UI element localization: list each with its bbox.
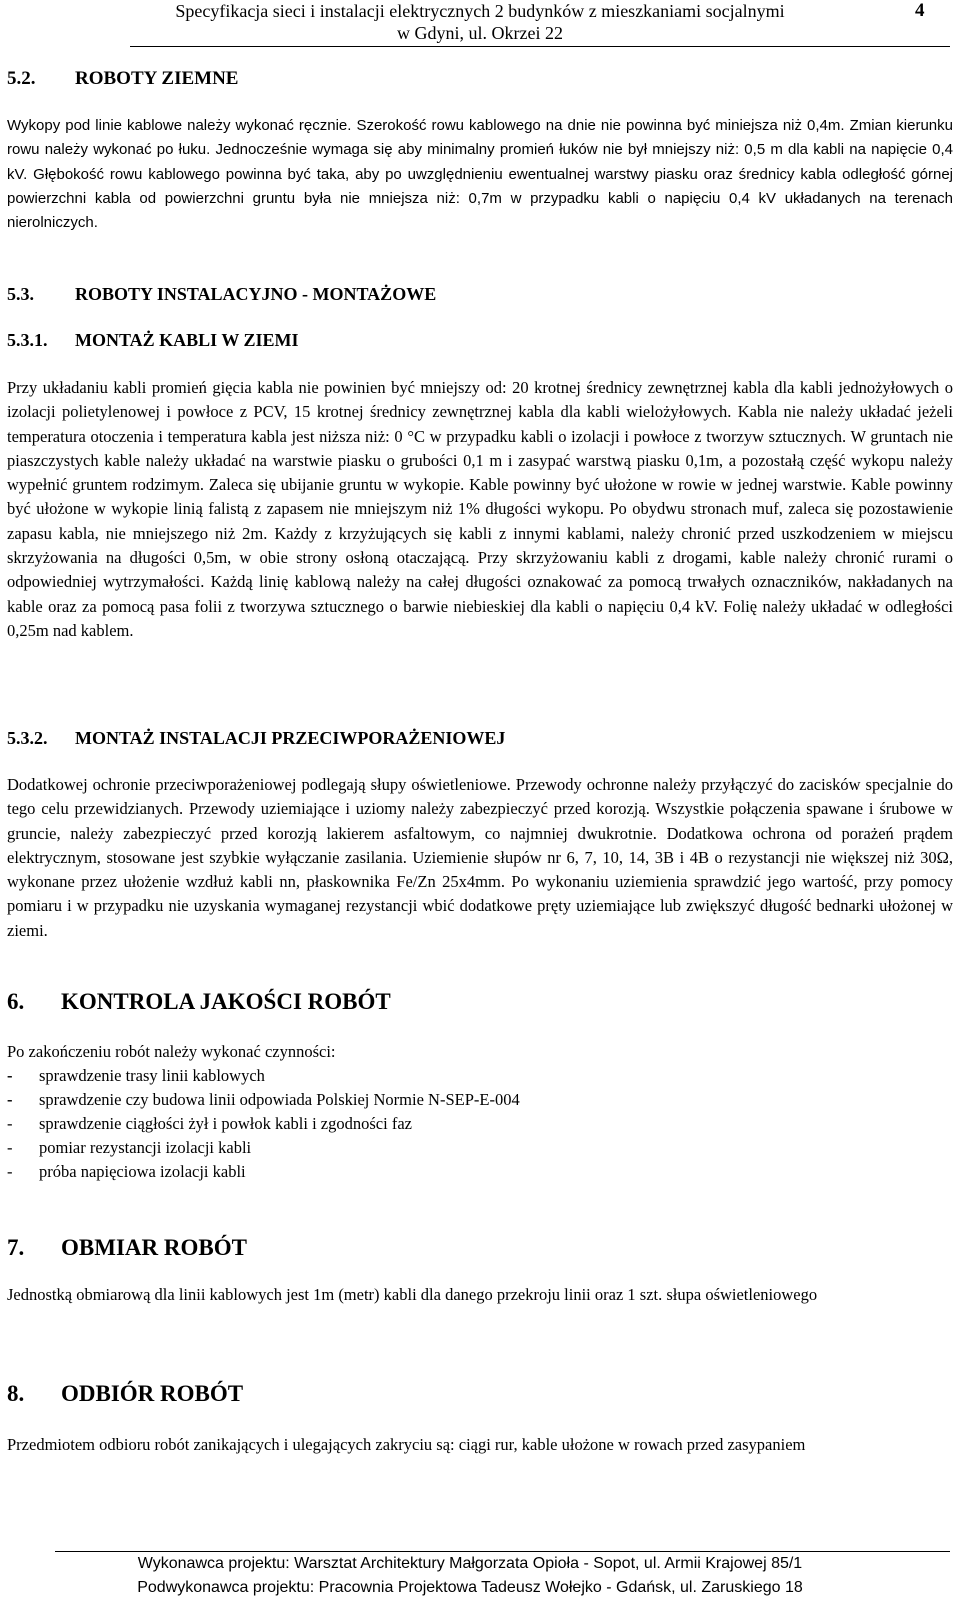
heading-title: MONTAŻ KABLI W ZIEMI	[75, 330, 299, 350]
list-item-text: sprawdzenie ciągłości żył i powłok kabli i zgodności faz	[39, 1114, 412, 1133]
list-item-text: pomiar rezystancji izolacji kabli	[39, 1138, 252, 1157]
heading-title: ROBOTY INSTALACYJNO - MONTAŻOWE	[75, 284, 437, 304]
list-bullet: -	[7, 1114, 13, 1133]
page-header	[130, 0, 830, 44]
header-title-line1: Specyfikacja sieci i instalacji elektrycznych 2 budynków z mieszkaniami socjalnymi	[175, 1, 785, 21]
paragraph: Przy układaniu kabli promień gięcia kabla nie powinien być mniejszy od: 20 krotnej średnicy zewnętrznej kabla dla kabli jednożyłowych o izolacji polietylenowej i powłoce z PCV, 15 krotnej średnicy zewnętrznej kabla dla kabli wielożyłowych. Kabla nie należy układać jeżeli temperatura otoczenia i temperatura kabla jest niższa niż: 0 °C w przypadku kabli o izolacji i powłoce z tworzyw sztucznych. W gruntach nie piaszczystych kable należy układać na warstwie piasku o grubości 0,1 m i zasypać warstwą piasku 0,1m, a pozostałą część wykopu należy wypełnić gruntem rodzimym. Zaleca się ubijanie gruntu w wykopie. Kable powinny być ułożone w rowie w jednej warstwie. Kable powinny być ułożone w wykopie linią falistą z zapasem nie mniejszym niż 1% długości wykopu. Po obydwu stronach muf, zaleca się pozostawienie zapasu kabla, nie mniejszego niż 2m. Każdy z krzyżujących się kabli z innymi kablami, należy chronić przed uszkodzeniem w miejscu skrzyżowania na długości 0,5m, w obie strony osłoną otaczającą. Przy skrzyżowaniu kabli z drogami, kable należy chronić rurami o odpowiedniej wytrzymałości. Każdą linię kablową należy na całej długości oznakować za pomocą trwałych oznaczników, nakładanych na kable oraz za pomocą pasa folii z tworzywa sztucznego o barwie niebieskiej dla kabli o napięciu 0,4 kV. Folię należy układać w odległości 0,25m nad kablem.	[7, 378, 953, 640]
heading-title: MONTAŻ INSTALACJI PRZECIWPORAŻENIOWEJ	[75, 728, 506, 748]
section-5-3-1-body	[7, 376, 953, 643]
list-bullet: -	[7, 1066, 13, 1085]
list-item-text: sprawdzenie trasy linii kablowych	[39, 1066, 265, 1085]
heading-6	[7, 988, 953, 1016]
heading-title: ROBOTY ZIEMNE	[75, 68, 239, 89]
heading-5-3	[7, 282, 953, 306]
list-bullet: -	[7, 1162, 13, 1181]
heading-number: 8.	[7, 1381, 25, 1406]
heading-5-3-2	[7, 726, 953, 750]
heading-8	[7, 1380, 953, 1408]
page-number: 4	[915, 0, 925, 21]
paragraph: Przedmiotem odbioru robót zanikających i ulegających zakryciu są: ciągi rur, kable ułożone w rowach przed zasypaniem	[7, 1435, 806, 1454]
list-item	[7, 1088, 953, 1112]
section-7-body	[7, 1283, 953, 1307]
heading-number: 5.3.2.	[7, 728, 48, 748]
header-title-line2: w Gdyni, ul. Okrzei 22	[397, 23, 563, 43]
heading-5-2	[7, 67, 953, 91]
list-item-text: próba napięciowa izolacji kabli	[39, 1162, 246, 1181]
list-item	[7, 1160, 953, 1184]
paragraph: Dodatkowej ochronie przeciwporażeniowej podlegają słupy oświetleniowe. Przewody ochronne należy przyłączyć do zacisków specjalnie do tego celu przewidzianych. Przewody uziemiające i uziomy należy zabezpieczyć przed korozją. Wszystkie połączenia spawane i śrubowe w gruncie, należy zabezpieczyć przed korozją lakierem asfaltowym, co najmniej dwukrotnie. Dodatkowa ochrona od porażeń prądem elektrycznym, stosowane jest szybkie wyłączanie zasilania. Uziemienie słupów nr 6, 7, 10, 14, 3B i 4B o rezystancji nie większej niż 30Ω, wykonane przez ułożenie wzdłuż kabli nn, płaskownika Fe/Zn 25x4mm. Po wykonaniu uziemienia sprawdzić jego wartość, przy pomocy pomiaru i w przypadku nie uzyskania wymaganej rezystancji wbić dodatkowe pręty uziemiające lub zwiększyć długość bednarki ułożonej w ziemi.	[7, 775, 953, 940]
list-bullet: -	[7, 1090, 13, 1109]
list-item	[7, 1064, 953, 1088]
list-item	[7, 1112, 953, 1136]
paragraph: Jednostką obmiarową dla linii kablowych jest 1m (metr) kabli dla danego przekroju linii oraz 1 szt. słupa oświetleniowego	[7, 1285, 818, 1304]
paragraph-part-b: Głębokość rowu kablowego powinna być taka, aby po uwzględnieniu ewentualnej warstwy piasku oraz średnicy kabla odległość górnej powierzchni kabla od powierzchni gruntu była nie mniejsza niż: 0,7m w przypadku kabli o napięciu 0,4 kV układanych na terenach nierolniczych.	[7, 165, 954, 232]
heading-title: ODBIÓR ROBÓT	[61, 1381, 244, 1406]
paragraph	[7, 114, 953, 235]
heading-number: 6.	[7, 989, 25, 1014]
section-5-3-2-body	[7, 773, 953, 943]
list-intro: Po zakończeniu robót należy wykonać czynności:	[7, 1042, 336, 1061]
page-footer	[40, 1552, 900, 1600]
heading-7	[7, 1234, 953, 1262]
heading-title: KONTROLA JAKOŚCI ROBÓT	[61, 989, 391, 1014]
paragraph-part-a: Wykopy pod linie kablowe należy wykonać ręcznie. Szerokość rowu kablowego na dnie nie powinna być miniejsza niż 0,4m. Zmian kierunku rowu należy wykonać po łuku. Jednocześnie wymaga się aby minimalny promień łuków nie był mniejszy niż: 0,5 m dla kabli na napięcie 0,4 kV.	[7, 117, 953, 183]
heading-number: 5.3.	[7, 284, 34, 304]
heading-title: OBMIAR ROBÓT	[61, 1235, 247, 1260]
list-item	[7, 1136, 953, 1160]
heading-5-3-1	[7, 328, 953, 352]
section-5-2-body	[7, 114, 953, 235]
section-8-body	[7, 1433, 953, 1457]
footer-line2: Podwykonawca projektu: Pracownia Projektowa Tadeusz Wołejko - Gdańsk, ul. Zaruskiego 18	[137, 1579, 803, 1596]
section-6-body	[7, 1040, 953, 1184]
list-bullet: -	[7, 1138, 13, 1157]
footer-line1: Wykonawca projektu: Warsztat Architektury Małgorzata Opioła - Sopot, ul. Armii Krajowej 85/1	[137, 1555, 803, 1572]
header-rule	[130, 46, 950, 47]
list-item-text: sprawdzenie czy budowa linii odpowiada Polskiej Normie N-SEP-E-004	[39, 1090, 520, 1109]
heading-number: 5.2.	[7, 68, 36, 89]
heading-number: 5.3.1.	[7, 330, 48, 350]
heading-number: 7.	[7, 1235, 25, 1260]
